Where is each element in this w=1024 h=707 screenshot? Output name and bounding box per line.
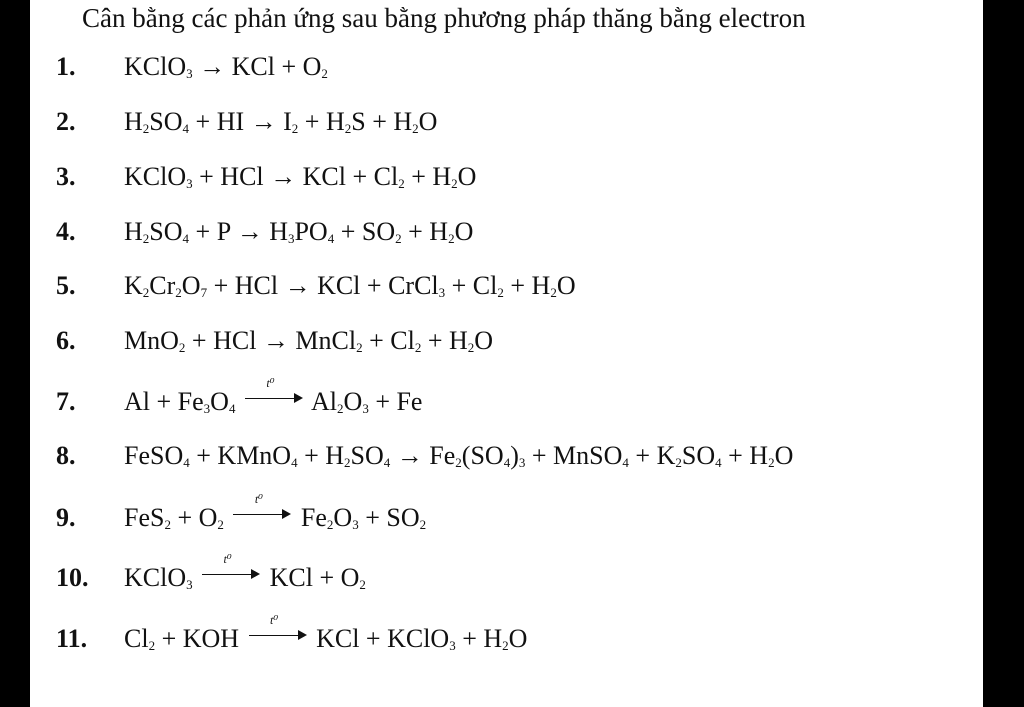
heat-arrow-icon: t⁰ xyxy=(202,564,260,584)
equation-number: 4. xyxy=(56,217,76,246)
equation-text: KClO$_3$ + HCl → KCl + $Cl_2 + H_2O$ xyxy=(124,162,477,191)
heat-arrow-icon: t⁰ xyxy=(249,625,307,645)
page-title: Cân bằng các phản ứng sau bằng phương pháp thăng bằng electron xyxy=(82,3,806,33)
equation-number: 11. xyxy=(56,624,88,653)
equation-text: $K_2Cr_2O_7$ + HCl → KCl + CrCl$_3$ + $Cl_2 + H_2O$ xyxy=(124,271,576,300)
heat-arrow-icon: t⁰ xyxy=(245,388,303,408)
equation-text: $Cl_2$ + KOH t⁰ KCl + KClO$_3$ + $H_2O$ xyxy=(124,613,528,653)
equation-text: $Al + Fe_3O_4$ t⁰ $Al_2O_3 + Fe$ xyxy=(124,376,423,416)
equation-number: 8. xyxy=(56,441,76,470)
document-page xyxy=(30,0,983,707)
equation-text: MnO$_2$ + HCl → MnCl$_2$ + $Cl_2 + H_2O$ xyxy=(124,326,494,355)
equation-number: 3. xyxy=(56,162,76,191)
equation-number: 10. xyxy=(56,563,89,592)
equation-number: 5. xyxy=(56,271,76,300)
equation-text: $H_2SO_4 + P \to H_3PO_4 + SO_2 + H_2O$ xyxy=(124,217,474,246)
equation-text: $FeS_2 + O_2$ t⁰ $Fe_2O_3 + SO_2$ xyxy=(124,492,427,532)
equation-number: 2. xyxy=(56,107,76,136)
equation-number: 9. xyxy=(56,503,76,532)
equation-text: KClO$_3$ → KCl + $O_2$ xyxy=(124,52,328,81)
equation-text: KClO$_3$ t⁰ KCl + $O_2$ xyxy=(124,552,366,592)
equation-number: 7. xyxy=(56,387,76,416)
equation-text: $H_2SO_4$ + HI → $I_2 + H_2S + H_2O$ xyxy=(124,107,438,136)
heat-arrow-icon: t⁰ xyxy=(233,504,291,524)
equation-number: 6. xyxy=(56,326,76,355)
equation-text: FeSO$_4$ + KMnO$_4$ + $H_2SO_4 \to Fe_2(SO_4)_3$ + MnSO$_4$ + $K_2SO_4 + H_2O$ xyxy=(124,441,794,470)
equation-number: 1. xyxy=(56,52,76,81)
